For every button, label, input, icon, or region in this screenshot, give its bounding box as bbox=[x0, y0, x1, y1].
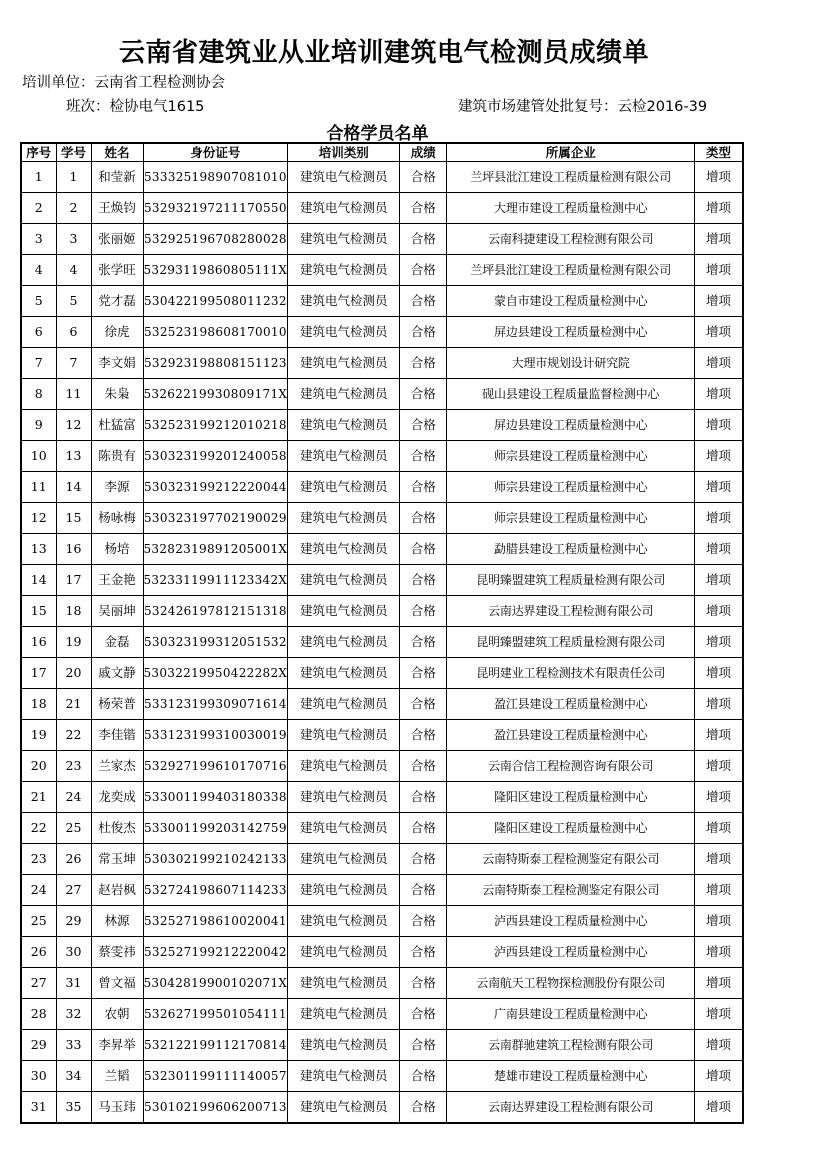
name-cell: 戚文静 bbox=[91, 658, 143, 689]
header-seq: 序号 bbox=[21, 143, 56, 162]
student-no-cell: 14 bbox=[56, 472, 91, 503]
company-cell: 盈江县建设工程质量检测中心 bbox=[447, 720, 695, 751]
id-number-cell: 532627199501054111 bbox=[143, 999, 288, 1030]
company-cell: 云南合信工程检测咨询有限公司 bbox=[447, 751, 695, 782]
result-cell: 合格 bbox=[400, 193, 447, 224]
name-cell: 党才磊 bbox=[91, 286, 143, 317]
seq-cell: 23 bbox=[21, 844, 56, 875]
result-cell: 合格 bbox=[400, 813, 447, 844]
category-cell: 建筑电气检测员 bbox=[288, 875, 400, 906]
name-cell: 李昇举 bbox=[91, 1030, 143, 1061]
list-title: 合格学员名单 bbox=[326, 124, 429, 144]
category-cell: 建筑电气检测员 bbox=[288, 782, 400, 813]
type-cell: 增项 bbox=[695, 410, 743, 441]
result-cell: 合格 bbox=[400, 720, 447, 751]
company-cell: 云南达界建设工程检测有限公司 bbox=[447, 1092, 695, 1124]
seq-cell: 9 bbox=[21, 410, 56, 441]
type-cell: 增项 bbox=[695, 875, 743, 906]
name-cell: 杨荣普 bbox=[91, 689, 143, 720]
type-cell: 增项 bbox=[695, 348, 743, 379]
result-cell: 合格 bbox=[400, 503, 447, 534]
result-cell: 合格 bbox=[400, 379, 447, 410]
seq-cell: 18 bbox=[21, 689, 56, 720]
seq-cell: 26 bbox=[21, 937, 56, 968]
seq-cell: 12 bbox=[21, 503, 56, 534]
table-row bbox=[21, 565, 743, 596]
category-cell: 建筑电气检测员 bbox=[288, 999, 400, 1030]
student-no-cell: 31 bbox=[56, 968, 91, 999]
seq-cell: 15 bbox=[21, 596, 56, 627]
name-cell: 和莹新 bbox=[91, 162, 143, 193]
name-cell: 林源 bbox=[91, 906, 143, 937]
type-cell: 增项 bbox=[695, 937, 743, 968]
header-id-number: 身份证号 bbox=[143, 143, 288, 162]
type-cell: 增项 bbox=[695, 1092, 743, 1124]
table-row bbox=[21, 596, 743, 627]
category-cell: 建筑电气检测员 bbox=[288, 813, 400, 844]
id-number-cell: 532932197211170550 bbox=[143, 193, 288, 224]
table-row bbox=[21, 193, 743, 224]
category-cell: 建筑电气检测员 bbox=[288, 906, 400, 937]
student-no-cell: 27 bbox=[56, 875, 91, 906]
table-row bbox=[21, 937, 743, 968]
seq-cell: 29 bbox=[21, 1030, 56, 1061]
table-row bbox=[21, 751, 743, 782]
type-cell: 增项 bbox=[695, 193, 743, 224]
student-no-cell: 33 bbox=[56, 1030, 91, 1061]
category-cell: 建筑电气检测员 bbox=[288, 317, 400, 348]
seq-cell: 8 bbox=[21, 379, 56, 410]
result-cell: 合格 bbox=[400, 348, 447, 379]
student-no-cell: 13 bbox=[56, 441, 91, 472]
id-number-cell: 533123199309071614 bbox=[143, 689, 288, 720]
id-number-cell: 530422199508011232 bbox=[143, 286, 288, 317]
name-cell: 王金艳 bbox=[91, 565, 143, 596]
student-no-cell: 22 bbox=[56, 720, 91, 751]
id-number-cell: 53293119860805111X bbox=[143, 255, 288, 286]
id-number-cell: 532923198808151123 bbox=[143, 348, 288, 379]
student-no-cell: 4 bbox=[56, 255, 91, 286]
type-cell: 增项 bbox=[695, 813, 743, 844]
student-no-cell: 15 bbox=[56, 503, 91, 534]
company-cell: 师宗县建设工程质量检测中心 bbox=[447, 441, 695, 472]
company-cell: 盈江县建设工程质量检测中心 bbox=[447, 689, 695, 720]
id-number-cell: 532301199111140057 bbox=[143, 1061, 288, 1092]
type-cell: 增项 bbox=[695, 255, 743, 286]
category-cell: 建筑电气检测员 bbox=[288, 255, 400, 286]
name-cell: 杜猛富 bbox=[91, 410, 143, 441]
header-category: 培训类别 bbox=[288, 143, 400, 162]
company-cell: 楚雄市建设工程质量检测中心 bbox=[447, 1061, 695, 1092]
student-no-cell: 2 bbox=[56, 193, 91, 224]
company-cell: 昆明建业工程检测技术有限责任公司 bbox=[447, 658, 695, 689]
student-no-cell: 23 bbox=[56, 751, 91, 782]
type-cell: 增项 bbox=[695, 379, 743, 410]
name-cell: 农朝 bbox=[91, 999, 143, 1030]
category-cell: 建筑电气检测员 bbox=[288, 1092, 400, 1124]
type-cell: 增项 bbox=[695, 782, 743, 813]
student-no-cell: 30 bbox=[56, 937, 91, 968]
id-number-cell: 532523198608170010 bbox=[143, 317, 288, 348]
name-cell: 马玉玮 bbox=[91, 1092, 143, 1124]
id-number-cell: 530102199606200713 bbox=[143, 1092, 288, 1124]
company-cell: 云南特斯泰工程检测鉴定有限公司 bbox=[447, 844, 695, 875]
header-type: 类型 bbox=[695, 143, 743, 162]
student-no-cell: 12 bbox=[56, 410, 91, 441]
type-cell: 增项 bbox=[695, 472, 743, 503]
name-cell: 蔡雯祎 bbox=[91, 937, 143, 968]
type-cell: 增项 bbox=[695, 999, 743, 1030]
name-cell: 常玉坤 bbox=[91, 844, 143, 875]
results-table bbox=[20, 142, 744, 1124]
id-number-cell: 532122199112170814 bbox=[143, 1030, 288, 1061]
id-number-cell: 53282319891205001X bbox=[143, 534, 288, 565]
company-cell: 广南县建设工程质量检测中心 bbox=[447, 999, 695, 1030]
id-number-cell: 533001199203142759 bbox=[143, 813, 288, 844]
name-cell: 王焕钧 bbox=[91, 193, 143, 224]
student-no-cell: 18 bbox=[56, 596, 91, 627]
name-cell: 李佳锴 bbox=[91, 720, 143, 751]
seq-cell: 4 bbox=[21, 255, 56, 286]
table-row bbox=[21, 441, 743, 472]
type-cell: 增项 bbox=[695, 751, 743, 782]
student-no-cell: 1 bbox=[56, 162, 91, 193]
category-cell: 建筑电气检测员 bbox=[288, 565, 400, 596]
id-number-cell: 532527199212220042 bbox=[143, 937, 288, 968]
training-unit: 培训单位：云南省工程检测协会 bbox=[22, 75, 225, 91]
result-cell: 合格 bbox=[400, 472, 447, 503]
company-cell: 兰坪县沘江建设工程质量检测有限公司 bbox=[447, 255, 695, 286]
category-cell: 建筑电气检测员 bbox=[288, 348, 400, 379]
name-cell: 杨培 bbox=[91, 534, 143, 565]
type-cell: 增项 bbox=[695, 224, 743, 255]
student-no-cell: 5 bbox=[56, 286, 91, 317]
seq-cell: 17 bbox=[21, 658, 56, 689]
seq-cell: 6 bbox=[21, 317, 56, 348]
table-row bbox=[21, 410, 743, 441]
id-number-cell: 530302199210242133 bbox=[143, 844, 288, 875]
id-number-cell: 532527198610020041 bbox=[143, 906, 288, 937]
name-cell: 吴丽坤 bbox=[91, 596, 143, 627]
seq-cell: 14 bbox=[21, 565, 56, 596]
table-row bbox=[21, 720, 743, 751]
table-row bbox=[21, 968, 743, 999]
result-cell: 合格 bbox=[400, 1061, 447, 1092]
id-number-cell: 532426197812151318 bbox=[143, 596, 288, 627]
id-number-cell: 533325198907081010 bbox=[143, 162, 288, 193]
company-cell: 蒙自市建设工程质量检测中心 bbox=[447, 286, 695, 317]
category-cell: 建筑电气检测员 bbox=[288, 472, 400, 503]
id-number-cell: 532925196708280028 bbox=[143, 224, 288, 255]
type-cell: 增项 bbox=[695, 286, 743, 317]
category-cell: 建筑电气检测员 bbox=[288, 627, 400, 658]
category-cell: 建筑电气检测员 bbox=[288, 224, 400, 255]
approval-number: 建筑市场建管处批复号：云检2016-39 bbox=[458, 99, 708, 115]
document-title: 云南省建筑业从业培训建筑电气检测员成绩单 bbox=[118, 38, 649, 68]
class-info: 班次：检协电气1615 bbox=[66, 99, 205, 115]
type-cell: 增项 bbox=[695, 1061, 743, 1092]
name-cell: 兰韬 bbox=[91, 1061, 143, 1092]
category-cell: 建筑电气检测员 bbox=[288, 410, 400, 441]
table-row bbox=[21, 627, 743, 658]
name-cell: 朱枭 bbox=[91, 379, 143, 410]
table-row bbox=[21, 534, 743, 565]
student-no-cell: 29 bbox=[56, 906, 91, 937]
company-cell: 大理市规划设计研究院 bbox=[447, 348, 695, 379]
header-result: 成绩 bbox=[400, 143, 447, 162]
table-row bbox=[21, 813, 743, 844]
result-cell: 合格 bbox=[400, 1030, 447, 1061]
student-no-cell: 26 bbox=[56, 844, 91, 875]
table-row bbox=[21, 875, 743, 906]
name-cell: 徐虎 bbox=[91, 317, 143, 348]
category-cell: 建筑电气检测员 bbox=[288, 751, 400, 782]
company-cell: 云南科捷建设工程检测有限公司 bbox=[447, 224, 695, 255]
category-cell: 建筑电气检测员 bbox=[288, 379, 400, 410]
category-cell: 建筑电气检测员 bbox=[288, 937, 400, 968]
company-cell: 兰坪县沘江建设工程质量检测有限公司 bbox=[447, 162, 695, 193]
id-number-cell: 53233119911123342X bbox=[143, 565, 288, 596]
table-row bbox=[21, 255, 743, 286]
seq-cell: 2 bbox=[21, 193, 56, 224]
company-cell: 泸西县建设工程质量检测中心 bbox=[447, 906, 695, 937]
seq-cell: 21 bbox=[21, 782, 56, 813]
name-cell: 杨咏梅 bbox=[91, 503, 143, 534]
type-cell: 增项 bbox=[695, 1030, 743, 1061]
result-cell: 合格 bbox=[400, 627, 447, 658]
result-cell: 合格 bbox=[400, 162, 447, 193]
company-cell: 云南达界建设工程检测有限公司 bbox=[447, 596, 695, 627]
student-no-cell: 16 bbox=[56, 534, 91, 565]
seq-cell: 10 bbox=[21, 441, 56, 472]
table-row bbox=[21, 162, 743, 193]
student-no-cell: 34 bbox=[56, 1061, 91, 1092]
type-cell: 增项 bbox=[695, 534, 743, 565]
company-cell: 屏边县建设工程质量检测中心 bbox=[447, 410, 695, 441]
result-cell: 合格 bbox=[400, 317, 447, 348]
id-number-cell: 533123199310030019 bbox=[143, 720, 288, 751]
type-cell: 增项 bbox=[695, 844, 743, 875]
category-cell: 建筑电气检测员 bbox=[288, 968, 400, 999]
student-no-cell: 7 bbox=[56, 348, 91, 379]
table-row bbox=[21, 658, 743, 689]
student-no-cell: 19 bbox=[56, 627, 91, 658]
seq-cell: 20 bbox=[21, 751, 56, 782]
table-header-row bbox=[21, 143, 743, 162]
result-cell: 合格 bbox=[400, 410, 447, 441]
company-cell: 隆阳区建设工程质量检测中心 bbox=[447, 813, 695, 844]
header-company: 所属企业 bbox=[447, 143, 695, 162]
header-name: 姓名 bbox=[91, 143, 143, 162]
id-number-cell: 533001199403180338 bbox=[143, 782, 288, 813]
type-cell: 增项 bbox=[695, 565, 743, 596]
student-no-cell: 21 bbox=[56, 689, 91, 720]
seq-cell: 11 bbox=[21, 472, 56, 503]
type-cell: 增项 bbox=[695, 503, 743, 534]
name-cell: 陈贵有 bbox=[91, 441, 143, 472]
category-cell: 建筑电气检测员 bbox=[288, 1061, 400, 1092]
category-cell: 建筑电气检测员 bbox=[288, 286, 400, 317]
student-no-cell: 6 bbox=[56, 317, 91, 348]
type-cell: 增项 bbox=[695, 658, 743, 689]
seq-cell: 16 bbox=[21, 627, 56, 658]
student-no-cell: 3 bbox=[56, 224, 91, 255]
type-cell: 增项 bbox=[695, 162, 743, 193]
result-cell: 合格 bbox=[400, 782, 447, 813]
company-cell: 师宗县建设工程质量检测中心 bbox=[447, 503, 695, 534]
table-row bbox=[21, 1061, 743, 1092]
category-cell: 建筑电气检测员 bbox=[288, 503, 400, 534]
type-cell: 增项 bbox=[695, 720, 743, 751]
company-cell: 云南群驰建筑工程检测有限公司 bbox=[447, 1030, 695, 1061]
category-cell: 建筑电气检测员 bbox=[288, 534, 400, 565]
result-cell: 合格 bbox=[400, 751, 447, 782]
table-row bbox=[21, 689, 743, 720]
category-cell: 建筑电气检测员 bbox=[288, 689, 400, 720]
name-cell: 兰家杰 bbox=[91, 751, 143, 782]
id-number-cell: 530323199212220044 bbox=[143, 472, 288, 503]
company-cell: 砚山县建设工程质量监督检测中心 bbox=[447, 379, 695, 410]
company-cell: 云南航天工程物探检测股份有限公司 bbox=[447, 968, 695, 999]
category-cell: 建筑电气检测员 bbox=[288, 162, 400, 193]
table-row bbox=[21, 782, 743, 813]
category-cell: 建筑电气检测员 bbox=[288, 658, 400, 689]
id-number-cell: 53042819900102071X bbox=[143, 968, 288, 999]
category-cell: 建筑电气检测员 bbox=[288, 441, 400, 472]
category-cell: 建筑电气检测员 bbox=[288, 720, 400, 751]
seq-cell: 25 bbox=[21, 906, 56, 937]
table-row bbox=[21, 1092, 743, 1124]
name-cell: 金磊 bbox=[91, 627, 143, 658]
seq-cell: 19 bbox=[21, 720, 56, 751]
company-cell: 隆阳区建设工程质量检测中心 bbox=[447, 782, 695, 813]
result-cell: 合格 bbox=[400, 844, 447, 875]
id-number-cell: 532724198607114233 bbox=[143, 875, 288, 906]
category-cell: 建筑电气检测员 bbox=[288, 1030, 400, 1061]
seq-cell: 28 bbox=[21, 999, 56, 1030]
seq-cell: 24 bbox=[21, 875, 56, 906]
name-cell: 曾文福 bbox=[91, 968, 143, 999]
result-cell: 合格 bbox=[400, 875, 447, 906]
company-cell: 大理市建设工程质量检测中心 bbox=[447, 193, 695, 224]
result-cell: 合格 bbox=[400, 1092, 447, 1124]
table-row bbox=[21, 906, 743, 937]
result-cell: 合格 bbox=[400, 224, 447, 255]
result-cell: 合格 bbox=[400, 968, 447, 999]
seq-cell: 31 bbox=[21, 1092, 56, 1124]
company-cell: 昆明臻盟建筑工程质量检测有限公司 bbox=[447, 565, 695, 596]
seq-cell: 27 bbox=[21, 968, 56, 999]
table-body bbox=[21, 162, 743, 1124]
id-number-cell: 530323199312051532 bbox=[143, 627, 288, 658]
company-cell: 屏边县建设工程质量检测中心 bbox=[447, 317, 695, 348]
name-cell: 龙奕成 bbox=[91, 782, 143, 813]
name-cell: 张学旺 bbox=[91, 255, 143, 286]
category-cell: 建筑电气检测员 bbox=[288, 596, 400, 627]
id-number-cell: 532927199610170716 bbox=[143, 751, 288, 782]
table-row bbox=[21, 1030, 743, 1061]
name-cell: 赵岩枫 bbox=[91, 875, 143, 906]
type-cell: 增项 bbox=[695, 906, 743, 937]
student-no-cell: 25 bbox=[56, 813, 91, 844]
name-cell: 李文娟 bbox=[91, 348, 143, 379]
result-cell: 合格 bbox=[400, 689, 447, 720]
seq-cell: 3 bbox=[21, 224, 56, 255]
seq-cell: 5 bbox=[21, 286, 56, 317]
table-row bbox=[21, 286, 743, 317]
id-number-cell: 532523199212010218 bbox=[143, 410, 288, 441]
company-cell: 云南特斯泰工程检测鉴定有限公司 bbox=[447, 875, 695, 906]
type-cell: 增项 bbox=[695, 441, 743, 472]
table-row bbox=[21, 348, 743, 379]
id-number-cell: 530323197702190029 bbox=[143, 503, 288, 534]
id-number-cell: 53032219950422282X bbox=[143, 658, 288, 689]
seq-cell: 1 bbox=[21, 162, 56, 193]
type-cell: 增项 bbox=[695, 968, 743, 999]
result-cell: 合格 bbox=[400, 906, 447, 937]
student-no-cell: 20 bbox=[56, 658, 91, 689]
category-cell: 建筑电气检测员 bbox=[288, 193, 400, 224]
table-row bbox=[21, 999, 743, 1030]
header-student-no: 学号 bbox=[56, 143, 91, 162]
id-number-cell: 530323199201240058 bbox=[143, 441, 288, 472]
result-cell: 合格 bbox=[400, 565, 447, 596]
type-cell: 增项 bbox=[695, 317, 743, 348]
result-cell: 合格 bbox=[400, 596, 447, 627]
company-cell: 昆明臻盟建筑工程质量检测有限公司 bbox=[447, 627, 695, 658]
name-cell: 张丽姬 bbox=[91, 224, 143, 255]
type-cell: 增项 bbox=[695, 596, 743, 627]
seq-cell: 13 bbox=[21, 534, 56, 565]
category-cell: 建筑电气检测员 bbox=[288, 844, 400, 875]
name-cell: 李源 bbox=[91, 472, 143, 503]
seq-cell: 7 bbox=[21, 348, 56, 379]
table-row bbox=[21, 379, 743, 410]
table-row bbox=[21, 317, 743, 348]
student-no-cell: 35 bbox=[56, 1092, 91, 1124]
student-no-cell: 17 bbox=[56, 565, 91, 596]
student-no-cell: 24 bbox=[56, 782, 91, 813]
name-cell: 杜俊杰 bbox=[91, 813, 143, 844]
type-cell: 增项 bbox=[695, 689, 743, 720]
result-cell: 合格 bbox=[400, 937, 447, 968]
result-cell: 合格 bbox=[400, 255, 447, 286]
table-row bbox=[21, 224, 743, 255]
company-cell: 泸西县建设工程质量检测中心 bbox=[447, 937, 695, 968]
id-number-cell: 53262219930809171X bbox=[143, 379, 288, 410]
company-cell: 勐腊县建设工程质量检测中心 bbox=[447, 534, 695, 565]
result-cell: 合格 bbox=[400, 534, 447, 565]
result-cell: 合格 bbox=[400, 999, 447, 1030]
table-row bbox=[21, 503, 743, 534]
result-cell: 合格 bbox=[400, 286, 447, 317]
type-cell: 增项 bbox=[695, 627, 743, 658]
result-cell: 合格 bbox=[400, 658, 447, 689]
student-no-cell: 32 bbox=[56, 999, 91, 1030]
table-row bbox=[21, 472, 743, 503]
company-cell: 师宗县建设工程质量检测中心 bbox=[447, 472, 695, 503]
result-cell: 合格 bbox=[400, 441, 447, 472]
table-row bbox=[21, 844, 743, 875]
seq-cell: 22 bbox=[21, 813, 56, 844]
seq-cell: 30 bbox=[21, 1061, 56, 1092]
student-no-cell: 11 bbox=[56, 379, 91, 410]
